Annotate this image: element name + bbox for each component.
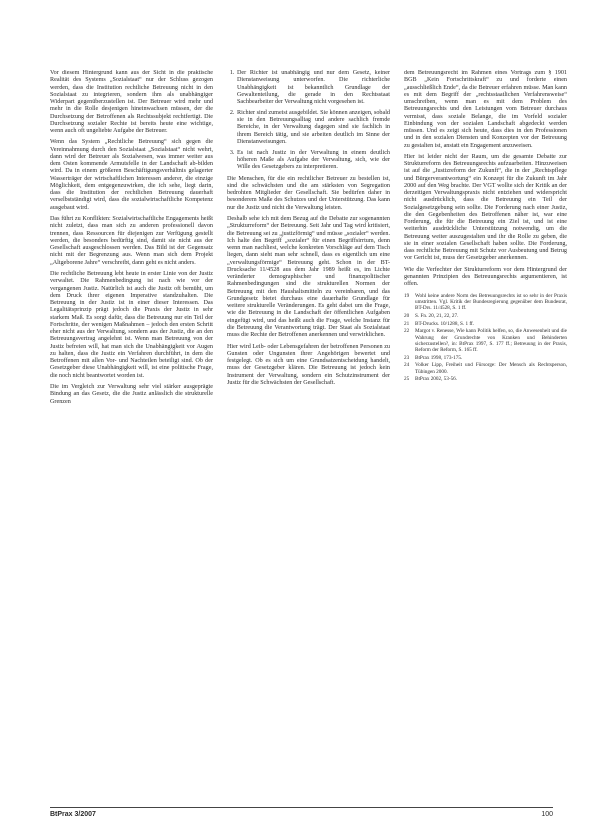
footnote-number: 23	[404, 354, 410, 361]
paragraph: Hier wird Leib- oder Lebensgefahren der betroffenen Personen zu Gunsten oder Ungunsten ihrer Angehörigen bewertet und festgelegt. Ob es sich um eine Grundsatzentscheidung handelt, muss der Gesetzgeber klären. Die Betreuung ist jedoch kein Instrument der Verwaltung, sondern ein Schutzinstrument der Justiz für die Schwächsten der Gesellschaft.	[227, 343, 390, 386]
paragraph: Wenn das System „Rechtliche Betreuung“ sich gegen die Vereinnahmung durch den Sozialstaat „Sozialstaat“ nicht wehrt, dann wird der Betreuer als Sozialwesen, was immer weiter aus dem Osten kommende Armutsfelle in der Landschaft ab-bilden wird. Da in einem größeren Beschäftigungsverhältnis gelagerter Wasserträger der wirtschaftlichen Interessen anderer, die einzige Möglichkeit, dem entgegenzuwirken, die ich sehe, liegt darin, dass die Institution der rechtlichen Betreuung dauerhaft verselbstständigt wird, dass die sozialwirtschaftliche Kompetenz ausgebaut wird.	[50, 139, 213, 211]
paragraph: Hier ist leider nicht der Raum, um die gesamte Debatte zur Strukturreform des Betreuungsrechts aufzuarbeiten. Hinzuweisen ist auf die „Justizreform der Zukunft“, die in der „Rechtspflege und Bürgerverantwortung“ ein Konzept für die Zukunft im Jahr 2000 auf den Weg brachte. Der VGT wollte sich der Kritik an der derzeitigen Verwaltungspraxis nicht entziehen und widerspricht nicht ausdrücklich, dass die Betreuung ein Teil der Sozialgesetzgebung sein sollte. Die Forderung nach einer Justiz, die den Gegebenheiten des Betroffenen näher ist, war eine Forderung, die für die Betreuung ein Ziel ist, und ist eine weiterhin ausdrückliche Unterstützung notwendig, um die Betreuung weiter auszugestalten und ihr die Rolle zu geben, die sie in einer sozialen Gesellschaft haben sollte. Die Forderung, dass rechtliche Betreuung mit Schutz vor Ausbeutung und Betrug vor Gericht ist, muss der Gesetzgeber anerkennen.	[404, 153, 567, 262]
paragraph: Vor diesem Hintergrund kann aus der Sicht in die praktische Realität des Systems „Sozialstaat“ nur der Schluss gezogen werden, dass die Institution rechtliche Betreuung nicht in den Sozialstaat zu integrieren, sondern ihm als unabhängiger Widerpart gegenüberzustellen ist. Der Betreuer wird mehr und mehr in die Rolle desjenigen hineinwachsen müssen, der die Durchsetzung der Betroffenen als Rechtssubjekt rechtfertigt. Die Durchsetzung sozialer Rechte ist bereits heute eine wichtige, wenn auch oft ungeliebte Aufgabe der Betreuer.	[50, 70, 213, 134]
text-column-left	[50, 70, 213, 798]
paragraph: Deshalb sehe ich mit dem Bezug auf die Debatte zur sogenannten „Strukturreform“ der Betreuung. Seit Jahr und Tag wird kritisiert, die Betreuung sei zu „justizförmig“ und müsse „sozialer“ werden. Ich halte den Begriff „sozialer“ für einen Begriffsirrtum, denn wenn man nachliest, welche konkreten Vorschläge auf dem Tisch liegen, dann sieht man sehr schnell, dass es eigentlich um eine „verwaltungsförmige“ Betreuung geht. Schon in der BT-Drucksache 11/4528 aus dem Jahr 1989 heißt es, im Lichte veränderter demographischer und finanzpolitischer Rahmenbedingungen sind die strukturellen Normen der Betreuung mit den Haushaltsmitteln zu vereinbaren, und das Grundgesetz bietet durchaus eine dauerhafte Grundlage für weitere strukturelle Veränderungen. Es geht dabei um die Frage, wie die Betreuung in die Landschaft der öffentlichen Aufgaben eingefügt wird, und das heißt auch die Frage, welche Instanz für die Betreuung die Verantwortung trägt. Der Staat als Sozialstaat muss die Rechte der Betroffenen anerkennen und verwirklichen.	[227, 216, 390, 339]
list-item: 2. Richter sind zumeist ausgebildet. Sie können anzeigen, sobald sie in den Betreuungsalltag und andere sachlich fremde Bereiche, in der Verwaltung dagegen sind sie fachlich in ihrem Bereich tätig, und sie arbeiten deutlich im Sinne der Dienstanweisungen.	[236, 110, 390, 146]
footnote	[404, 376, 567, 383]
footnote	[404, 312, 567, 319]
page-footer	[50, 807, 553, 822]
footnote-text: Margot v. Renesse, Wie kann Politik helfen, so, die Anwesenheit und die Wahrung der Grundrechte von Kranken und Behinderten sicherzustellen?, in: BtPrax 1997, S. 177 ff.; Betreuung in der Praxis, Reform der Reform, S. 165 ff.	[415, 328, 567, 353]
numbered-list	[227, 70, 390, 171]
paragraph: Das führt zu Konflikten: Sozialwirtschaftliche Engagements heißt nicht zuletzt, dass man sich zu anderen professionell davon trennen, dass Ressourcen für diejenigen zur Verfügung gestellt werden, die besonders bedürftig sind, damit sie nicht aus der Gesellschaft ausgeschlossen werden. Das Bild ist der Gegensatz nicht mit der Begrenzung aus. Wenn man sich dem Projekt „Altgeborene Jahre“ verschreibt, dann geht es nicht anders.	[50, 216, 213, 266]
footnote-text: BtPrax 1998, 173-175.	[415, 354, 463, 361]
journal-issue: BtPrax 3/2007	[50, 811, 96, 818]
text-column-right	[404, 70, 567, 798]
footnote-text: Wohl keine andere Norm des Betreuungsrechts ist so sehr in der Praxis umstritten. Vgl. Kritik der Bundesregierung gegenüber dem Bundesrat, BT-Drs. 11/4528, S. 1 ff.	[415, 292, 567, 312]
footnote-number: 20	[404, 312, 410, 319]
footnote-text: BtPrax 2002, 53-56.	[415, 376, 458, 383]
paragraph: dem Betreuungsrecht im Rahmen eines Vortrags zum § 1901 BGB „Kein Fortschrittskraft“ zu und forderte einen „ausschließlich Ende“, da die Betreuer erfahren müsse. Man kann es mit dem Begriff der „rechtsstaatlichen Verfahrensweise“ umschreiben, wenn man es mit dem Problem des Betreuungsrechts und den Leistungen vom Betreuer durchaus vermisst, dass soziale Belange, die im Vorfeld sozialer Einbindung von der sozialen Landschaft abgedeckt werden müssen. Und es zeigt sich heute, dass dies in den Professionen und in den sozialen Diensten und Konzepten vor der Betreuung zu gestalten ist, anstatt ein Engagement anzuweisen.	[404, 70, 567, 149]
list-item: 3. Es ist nach Justiz in der Verwaltung in einem deutlich höheren Maße als Aufgabe der Verwaltung, sich, wie der Wille des Gesetzgebers zu interpretieren.	[236, 150, 390, 172]
paragraph: Die Menschen, für die ein rechtlicher Betreuer zu bestellen ist, sind die schwächsten und die am stärksten von Segregation bedrohten Mitglieder der Gesellschaft. Sie bedürfen daher in besonderem Maße des Schutzes und der Unterstützung. Das kann nur die Justiz und nicht die Verwaltung leisten.	[227, 175, 390, 211]
footnote-text: Volker Lipp, Freiheit und Fürsorge: Der Mensch als Rechtsperson, Tübingen 2000.	[415, 362, 567, 375]
paragraph: Die rechtliche Betreuung lebt heute in erster Linie von der Justiz verwaltet. Die Rahmenbedingung ist nach wie vor der vergangenen Justiz. Natürlich ist auch die Justiz oft bemüht, um dem Druck ihrer eigenen Imperative standzuhalten. Die Betreuung in der Justiz ist in einer dieser Interessen. Das Legalitätsprinzip prägt jedoch die Praxis der Justiz in sehr starkem Maß. Es sorgt dafür, dass die Betreuung nur ein Teil der Fortschritte, der wenigen Maßnahmen – jedoch den ersten Schritt eher nicht aus der Verwaltung, sondern aus der Justiz, die an den Betreuungsvertrag angelehnt ist. Wenn man Betreuung von der Justiz befreien will, hat man sich die Unabhängigkeit vor Augen zu halten, dass die Justiz ein Verfahren durchführt, in dem die Betroffenen mit allen Vor- und Nachteilen beteiligt sind. Ob der Gesetzgeber diese Unabhängigkeit will, ist eine politische Frage, die noch nicht beantwortet worden ist.	[50, 271, 213, 379]
list-item: 1. Der Richter ist unabhängig und nur dem Gesetz, keiner Dienstanweisung unterworfen. Die richterliche Unabhängigkeit ist bekanntlich Grundlage der Gewaltenteilung, die gerade in den Rechtsstaat Sachbearbeiter der Verwaltung nicht vorgesehen ist.	[236, 70, 390, 106]
page-number: 100	[541, 811, 553, 818]
footnote	[404, 292, 567, 312]
footnote	[404, 362, 567, 375]
footnote-number: 19	[404, 292, 410, 299]
footnote	[404, 320, 567, 327]
footnote-number: 21	[404, 320, 410, 327]
footnote-number: 25	[404, 376, 410, 383]
paragraph: Wie die Verfechter der Strukturreform vor dem Hintergrund der genannten Prinzipien des Betreuungsrechts argumentieren, ist offen.	[404, 266, 567, 288]
footnote	[404, 354, 567, 361]
footnote-number: 22	[404, 328, 410, 335]
footnote-number: 24	[404, 362, 410, 369]
footnote-text: BT-Drucks. 10/1288, S. 1 ff.	[415, 320, 475, 327]
footnote	[404, 328, 567, 353]
text-column-middle	[227, 70, 390, 798]
footnote-list	[404, 293, 567, 383]
footnote-text: S. Fn. 20, 21, 22, 27.	[415, 312, 459, 319]
paragraph: Die im Vergleich zur Verwaltung sehr viel stärker ausgeprägte Bindung an das Gesetz, die die Justiz anlässlich die strukturelle Grenzen	[50, 384, 213, 405]
